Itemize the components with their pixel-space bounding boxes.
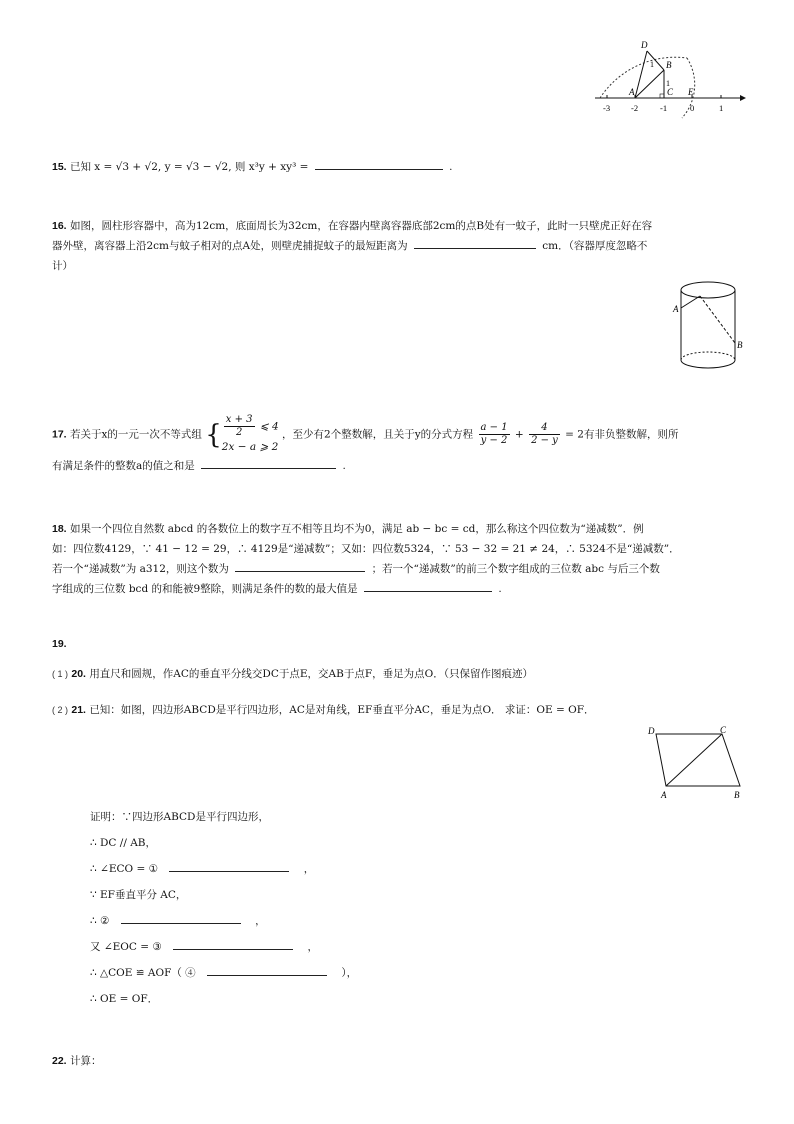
proof-line-6 (90, 937, 318, 957)
sub-index: ( 2 ) (52, 705, 69, 715)
question-number: 15. (52, 161, 67, 173)
inequality-1-relation: ⩽ 4 (259, 420, 279, 433)
question-16-line-2 (52, 236, 647, 256)
question-line-4: 字组成的三位数 bcd 的和能被9整除，则满足条件的数的最大值是 (52, 583, 358, 595)
question-line-3a: 若一个“递减数”为 a312，则这个数为 (52, 563, 229, 575)
label-A: A (661, 790, 667, 800)
sub-index: ( 1 ) (52, 669, 69, 679)
question-end: . (342, 460, 346, 472)
inequality-2: 2x − a ⩾ 2 (221, 441, 279, 453)
plus-sign: + (514, 428, 524, 441)
fraction-2: $\frac{4}{2 - y}$ (531, 422, 558, 446)
parallelogram-figure (640, 722, 750, 802)
proof-line-1: 证明：∵四边形ABCD是平行四边形， (90, 811, 269, 823)
proof-step-4: ∴ △COE ≌ AOF（ ④ (90, 967, 196, 979)
label-one-a: 1 (650, 60, 654, 69)
question-17: 17. 若关于x的一元一次不等式组 { $\frac{x + 3}{2}$ ⩽ 4 2x − a ⩾ 2 ，至少有2个整数解，且关于y的分式方程 $\frac{a - 1}{y - 2}$ + $\frac{4}{2 - y}$ = 2有非负整数解，则所 (52, 414, 679, 453)
question-17-line-2 (52, 456, 346, 476)
question-16-line-3 (52, 256, 73, 276)
tick-neg1: -1 (660, 103, 668, 113)
question-end: . (449, 161, 453, 173)
proof-comma: ， (303, 863, 315, 875)
answer-blank[interactable] (315, 157, 443, 170)
proof-blank-4[interactable] (207, 963, 327, 976)
question-number: 22. (52, 1055, 67, 1067)
label-C: C (720, 725, 727, 735)
question-line-1: 如图，圆柱形容器中，高为12cm，底面周长为32cm，在容器内壁离容器底部2cm的点B处有一蚊子，此时一只壁虎正好在容 (69, 220, 653, 232)
label-D: D (648, 726, 655, 736)
answer-blank[interactable] (201, 456, 336, 469)
question-line-2: 如：四位数4129，∵ 41 − 12 = 29，∴ 4129是“递减数”；又如：四位数5324，∵ 53 − 32 = 21 ≠ 24，∴ 5324不是“递减数”． (52, 543, 680, 555)
question-number: 21. (71, 704, 86, 716)
question-15 (52, 157, 452, 177)
question-18-line-4 (52, 579, 502, 599)
answer-blank[interactable] (414, 236, 536, 249)
question-mid: ，至少有2个整数解，且关于y的分式方程 (282, 428, 474, 441)
proof-comma: ， (255, 915, 266, 927)
proof-line-5 (90, 911, 266, 931)
proof-line-3 (90, 859, 314, 879)
question-text: 已知 x = √3 + √2, y = √3 − √2, 则 x³y + xy³ = (69, 161, 309, 173)
label-D: D (641, 40, 648, 50)
cylinder-figure (670, 276, 750, 372)
label-B: B (737, 340, 743, 350)
proof-line-7 (90, 963, 357, 983)
proof-step-1: ∴ ∠ECO = ① (90, 863, 159, 875)
proof-line-4: ∵ EF垂直平分 AC， (90, 889, 187, 901)
question-number: 17. (52, 428, 67, 441)
label-E: E (688, 87, 694, 97)
proof-blank-2[interactable] (121, 911, 241, 924)
question-line-2a: 器外壁，离容器上沿2cm与蚊子相对的点A处，则壁虎捕捉蚊子的最短距离为 (52, 240, 408, 252)
proof-close: ）， (341, 967, 358, 979)
label-one-b: 1 (666, 79, 670, 88)
question-18-line-3 (52, 559, 660, 579)
question-text: 计算： (69, 1055, 102, 1067)
question-16 (52, 216, 652, 236)
question-line-1: 如果一个四位自然数 abcd 的各数位上的数字互不相等且均不为0，满足 ab − bc = cd，那么称这个四位数为“递减数”．例 (69, 523, 644, 535)
question-line-2: 有满足条件的整数a的值之和是 (52, 460, 195, 472)
label-C: C (667, 87, 674, 97)
answer-blank-2[interactable] (364, 579, 492, 592)
proof-line-8: ∴ OE = OF． (90, 993, 159, 1005)
proof-blank-3[interactable] (173, 937, 293, 950)
question-number: 18. (52, 523, 67, 535)
question-18-line-2 (52, 539, 680, 559)
answer-blank-1[interactable] (235, 559, 365, 572)
question-text: 用直尺和圆规，作AC的垂直平分线交DC于点E，交AB于点F，垂足为点O．（只保留作图痕迹） (89, 668, 533, 680)
proof-blank-1[interactable] (169, 859, 289, 872)
label-B: B (666, 60, 672, 70)
label-A: A (629, 87, 635, 97)
question-18 (52, 519, 644, 539)
question-text: 已知：如图，四边形ABCD是平行四边形，AC是对角线，EF垂直平分AC，垂足为点O． 求证：OE = OF． (89, 704, 595, 716)
fraction-1: $\frac{a - 1}{y - 2}$ (480, 422, 508, 446)
proof-line-2: ∴ DC // AB， (90, 837, 157, 849)
inequality-1-fraction: $\frac{x + 3}{2}$ (225, 414, 253, 438)
label-A: A (673, 304, 679, 314)
proof-step-2: ∴ ② (90, 915, 110, 927)
tick-0: 0 (690, 103, 695, 113)
question-end: . (498, 583, 502, 595)
number-line-figure (590, 38, 750, 126)
tick-1: 1 (719, 103, 724, 113)
question-19 (52, 634, 67, 654)
question-22 (52, 1051, 101, 1071)
tick-neg2: -2 (631, 103, 639, 113)
question-pre: 若关于x的一元一次不等式组 (69, 428, 202, 441)
label-B: B (734, 790, 740, 800)
question-21 (52, 700, 595, 720)
question-line-3: 计） (52, 260, 73, 272)
question-20 (52, 664, 533, 684)
tick-neg3: -3 (603, 103, 611, 113)
question-post: = 2有非负整数解，则所 (565, 428, 679, 441)
question-number: 20. (71, 668, 86, 680)
question-number: 16. (52, 220, 67, 232)
question-line-2b: cm．（容器厚度忽略不 (542, 240, 648, 252)
proof-step-3: 又 ∠EOC = ③ (90, 941, 162, 953)
question-number: 19. (52, 638, 67, 650)
proof-comma: ， (307, 941, 319, 953)
question-line-3b: ；若一个“递减数”的前三个数字组成的三位数 abc 与后三个数 (371, 563, 660, 575)
